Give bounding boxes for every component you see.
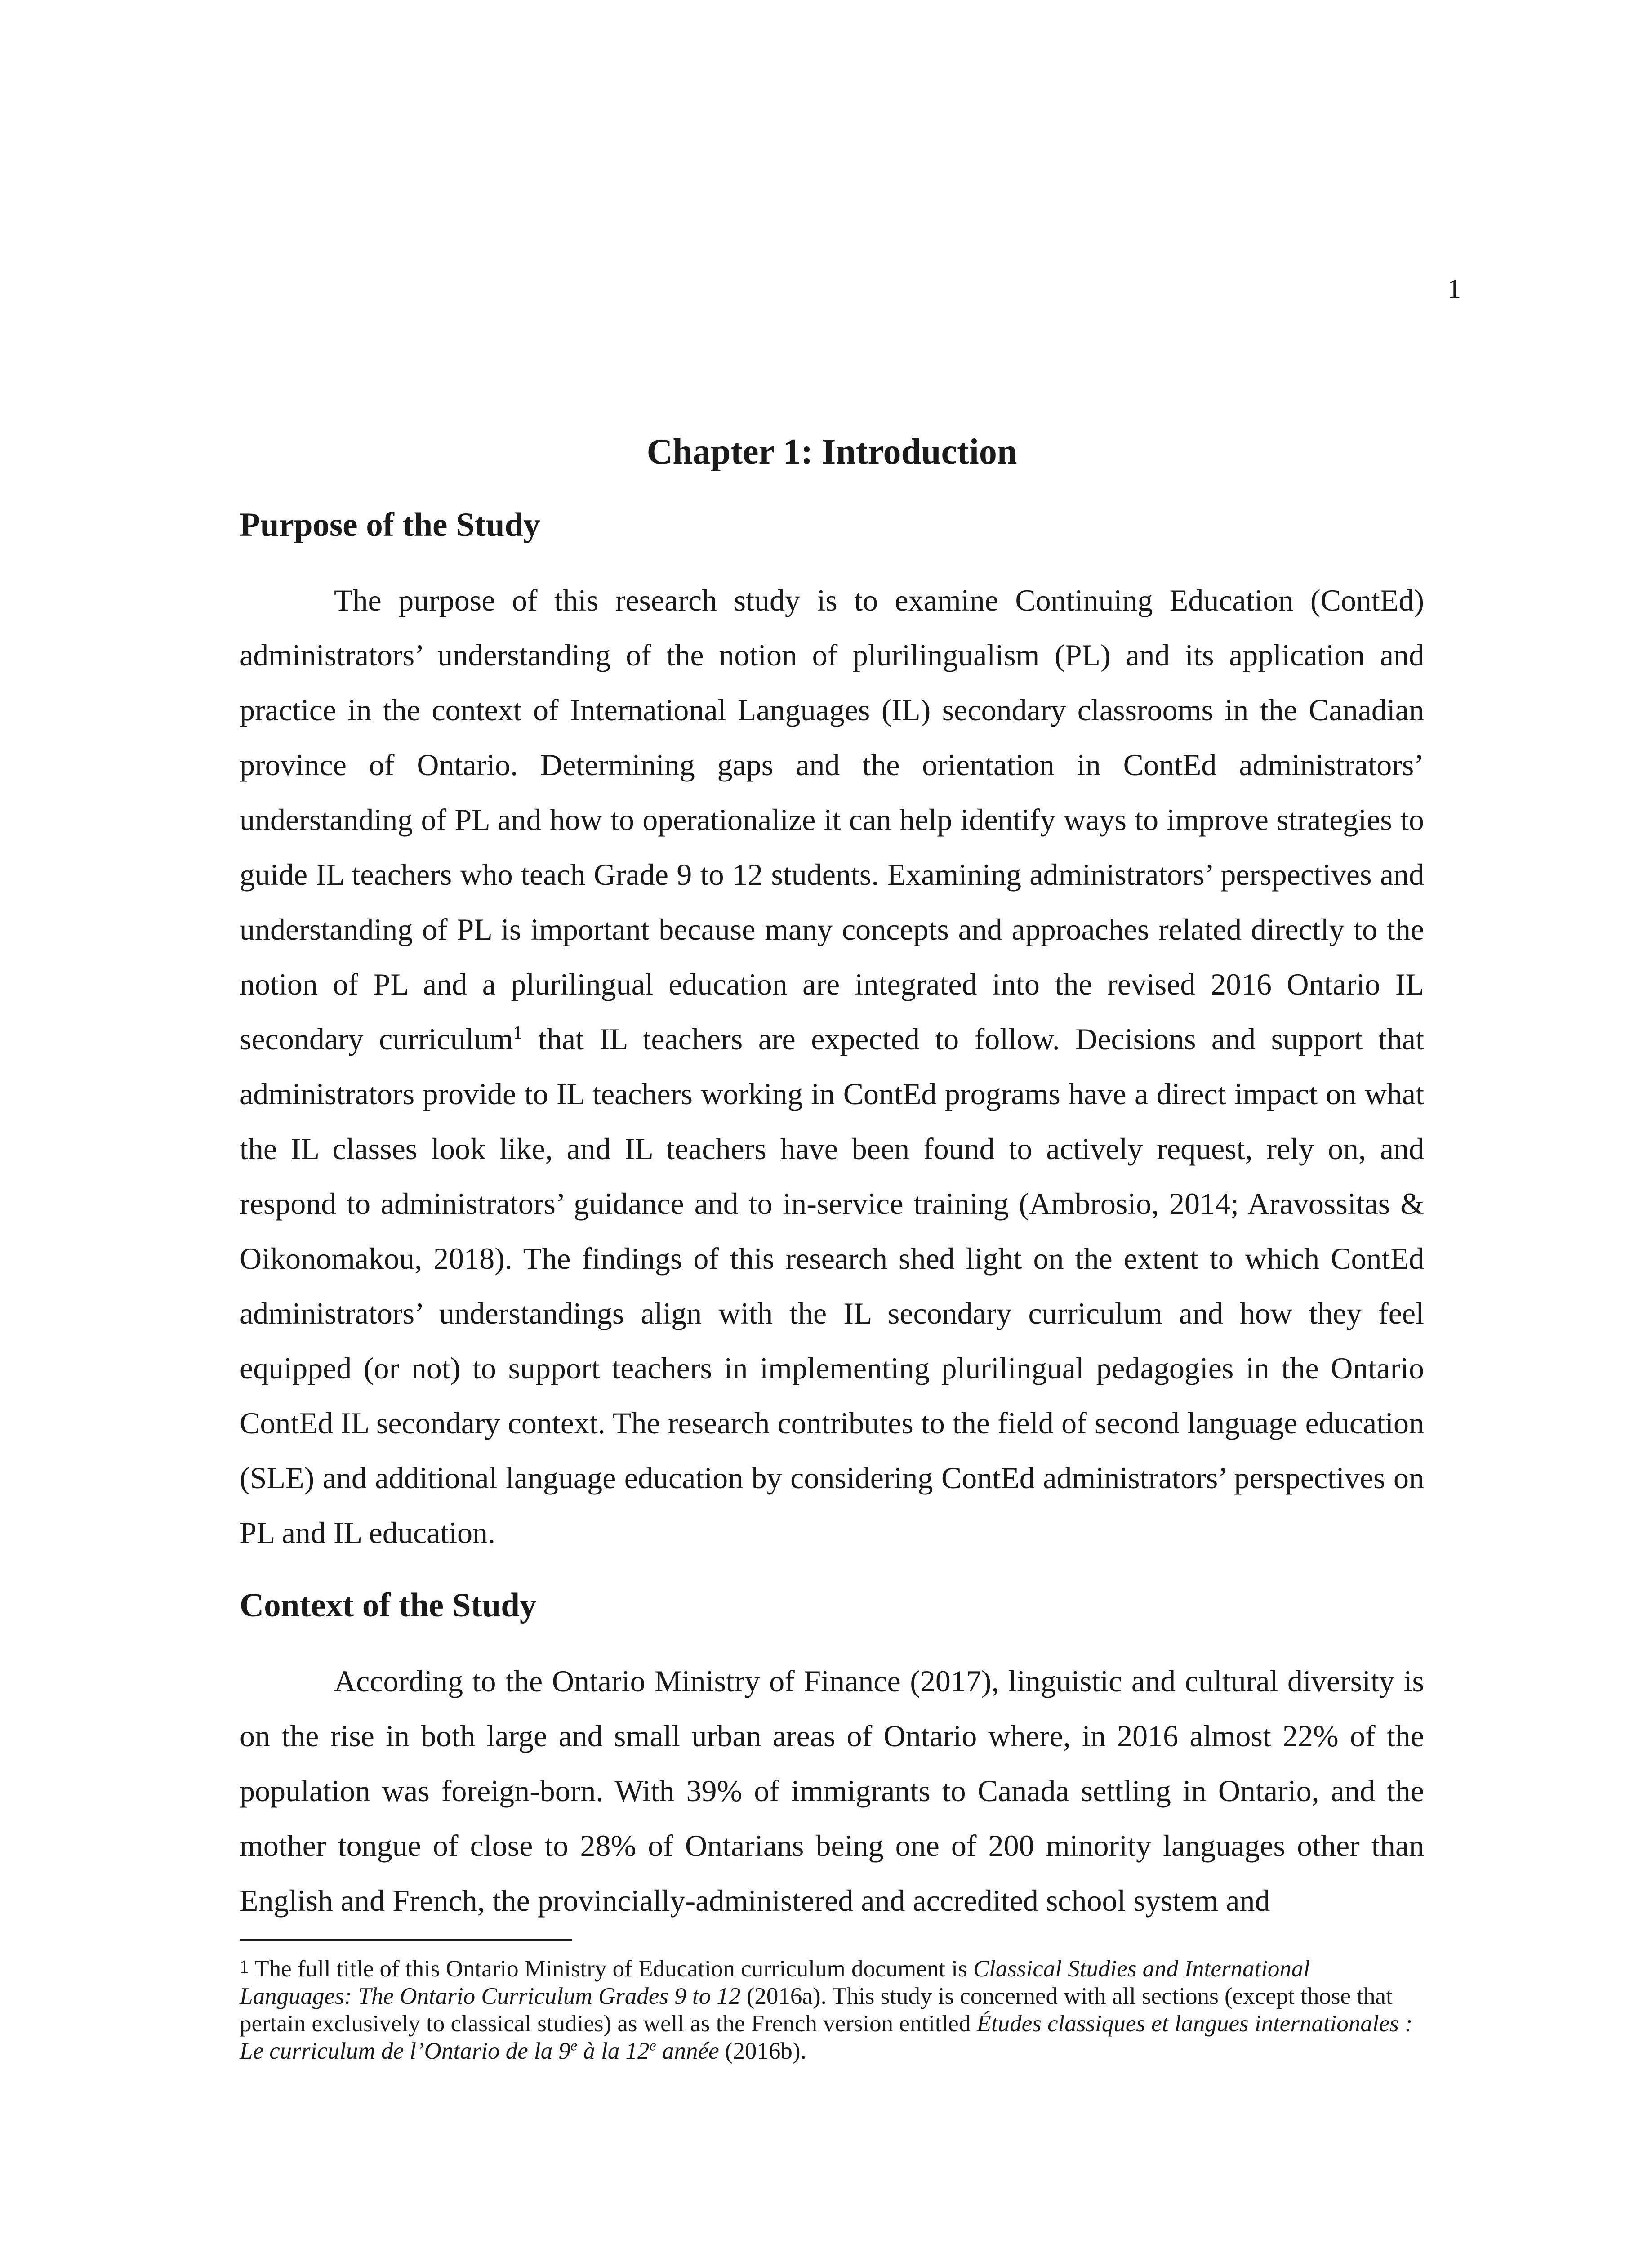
purpose-paragraph-text-continued: that IL teachers are expected to follow. Decisions and support that administrators provide to IL teachers working in ContEd programs have a direct impact on what the IL classes look like, and IL teachers have been found to actively request, rely on, and respond to administrators’ guidance and to in-service training (Ambrosio, 2014; Aravossitas & Oikonomakou, 2018). The findings of this research shed light on the extent to which ContEd administrators’ understandings align with the IL secondary curriculum and how they feel equipped (or not) to support teachers in implementing plurilingual pedagogies in the Ontario ContEd IL secondary context. The research contributes to the field of second language education (SLE) and additional language education by considering ContEd administrators’ perspectives on PL and IL education. xyxy=(240,1022,1425,1550)
page-number: 1 xyxy=(1447,274,1461,303)
footnote-text: The full title of this Ontario Ministry of Education curriculum document is xyxy=(249,1956,973,1982)
section-heading-purpose: Purpose of the Study xyxy=(240,506,540,544)
purpose-paragraph xyxy=(240,573,1424,1560)
footnote-text: (2016b). xyxy=(719,2038,806,2064)
footnote-separator xyxy=(240,1939,572,1941)
footnote-text: (2016a). This study is concerned with all sections (except those that pertain exclusively to classical studies) as well as the French version entitled xyxy=(240,1983,1393,2037)
footnote-superscript: e xyxy=(649,2037,656,2054)
footnote-title-french-part: Études classiques et langues internationales : Le curriculum de l’Ontario de la 9 xyxy=(240,2011,1413,2064)
chapter-title: Chapter 1: Introduction xyxy=(646,432,1017,472)
footnote-number: 1 xyxy=(240,1957,249,1977)
footnote-title-french-part: à la 12 xyxy=(577,2038,650,2064)
purpose-paragraph-text: The purpose of this research study is to examine Continuing Education (ContEd) administrators’ understanding of the notion of plurilingualism (PL) and its application and practice in the context of International Languages (IL) secondary classrooms in the Canadian province of Ontario. Determining gaps and the orientation in ContEd administrators’ understanding of PL and how to operationalize it can help identify ways to improve strategies to guide IL teachers who teach Grade 9 to 12 students. Examining administrators’ perspectives and understanding of PL is important because many concepts and approaches related directly to the notion of PL and a plurilingual education are integrated into the revised 2016 Ontario IL secondary curriculum xyxy=(240,583,1424,1056)
footnote-reference: 1 xyxy=(513,1022,523,1044)
footnote xyxy=(240,1954,1424,2065)
context-paragraph: According to the Ontario Ministry of Finance (2017), linguistic and cultural diversity is on the rise in both large and small urban areas of Ontario where, in 2016 almost 22% of the population was foreign-born. With 39% of immigrants to Canada settling in Ontario, and the mother tongue of close to 28% of Ontarians being one of 200 minority languages other than English and French, the provincially-administered and accredited school system and xyxy=(240,1664,1424,1918)
footnote-title-french-part: année xyxy=(656,2038,719,2064)
footnote-superscript: e xyxy=(570,2037,578,2054)
footnote-title-english: Classical Studies and International Languages: The Ontario Curriculum Grades 9 to 12 xyxy=(240,1956,1310,2009)
section-heading-context: Context of the Study xyxy=(240,1587,537,1624)
